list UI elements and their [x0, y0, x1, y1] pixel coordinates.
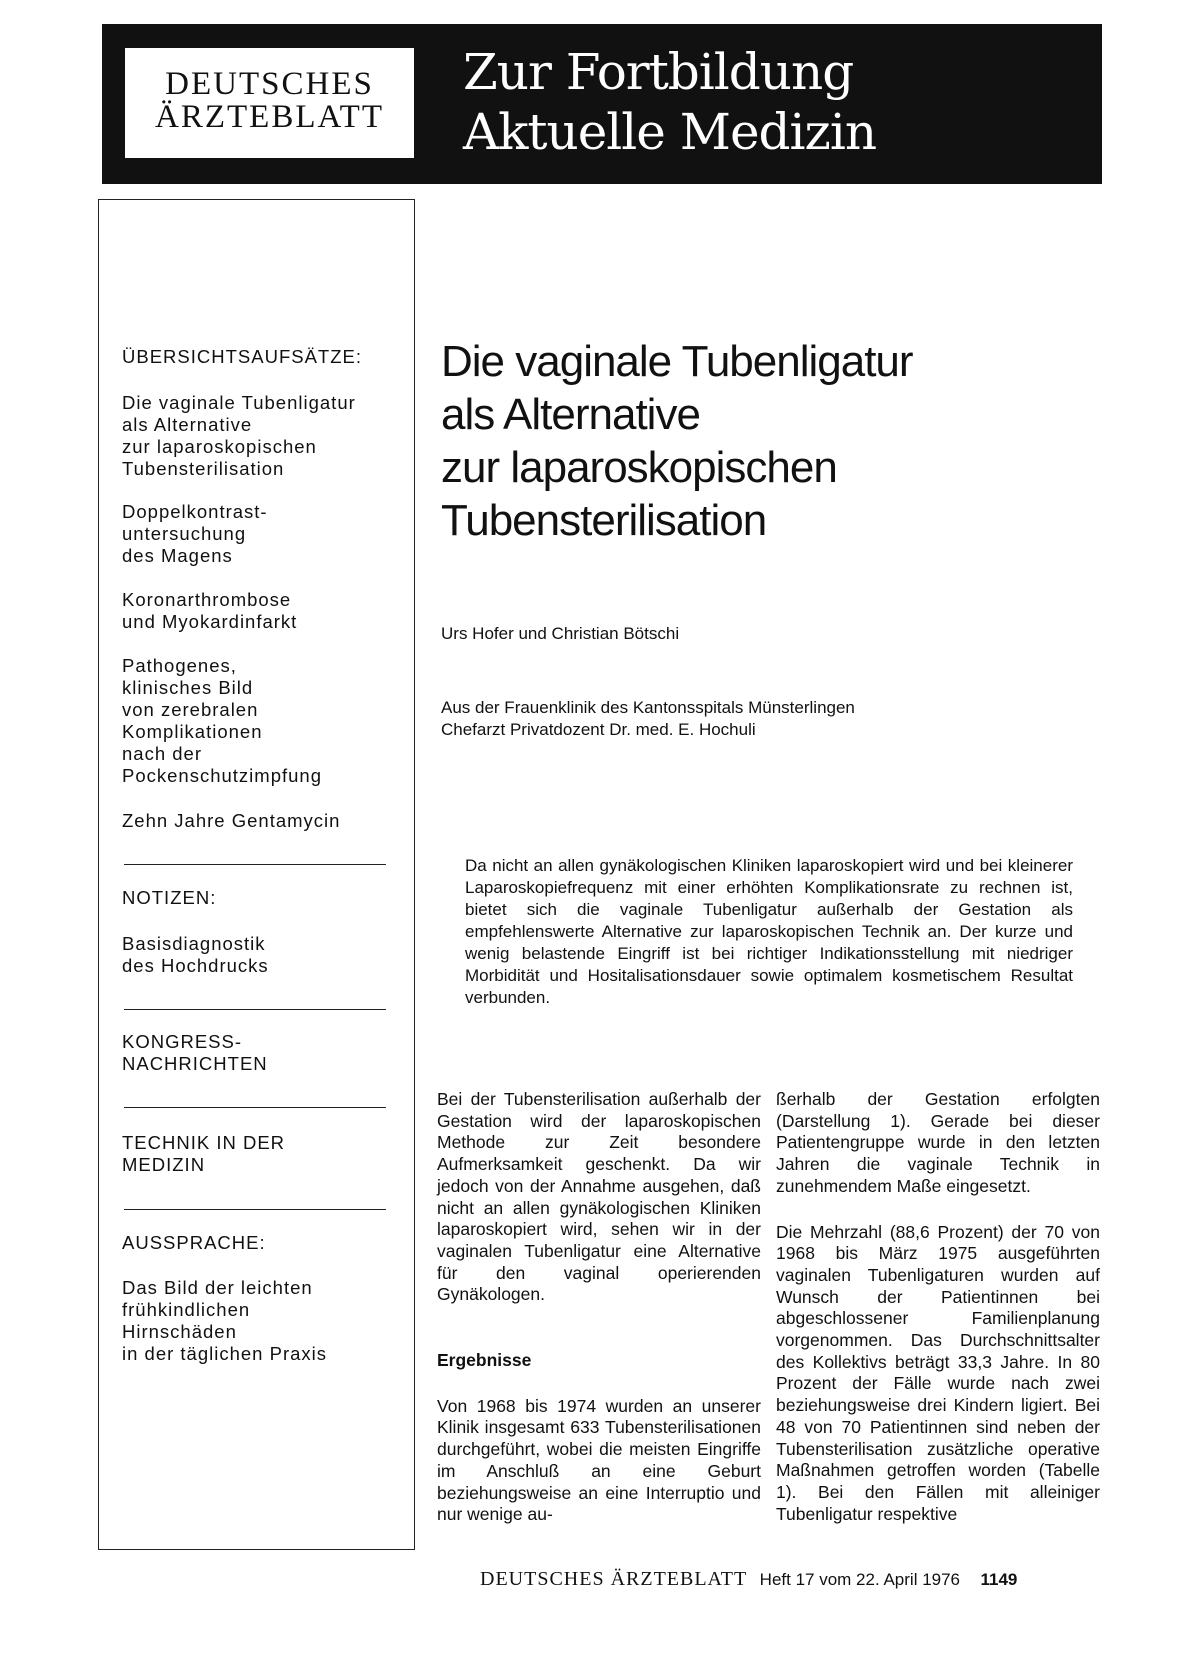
- article-authors: Urs Hofer und Christian Bötschi: [441, 624, 680, 643]
- sidebar-item: Koronarthrombose und Myokardinfarkt: [122, 589, 298, 632]
- sidebar-technik: TECHNIK IN DER MEDIZIN: [122, 1132, 286, 1175]
- body-paragraph: Bei der Tubensterilisation außerhalb der Gestation wird der laparoskopischen Methode zur Zeit besondere Aufmerksamkeit geschenkt. Da wir jedoch von der Annahme ausgehen, daß nicht an allen gynäkologischen Kliniken laparoskopiert wird, sehen wir in der vaginalen Tubenligatur eine Alternative für den vaginal operierenden Gynäkologen.: [437, 1089, 761, 1305]
- page-footer: [480, 1568, 1017, 1591]
- journal-logo: [125, 48, 414, 158]
- section-title-line-2: Aktuelle Medizin: [463, 103, 877, 161]
- sidebar-congress: KONGRESS- NACHRICHTEN: [122, 1031, 268, 1074]
- section-heading: Ergebnisse: [437, 1350, 532, 1371]
- sidebar-item: Basisdiagnostik des Hochdrucks: [122, 933, 269, 976]
- article-abstract: Da nicht an allen gynäkologischen Kliniken laparoskopiert wird und bei kleinerer Laparoskopiefrequenz mit einer erhöhten Komplikationsrate zu rechnen ist, bietet sich die vaginale Tubenligatur außerhalb der Gestation als empfehlenswerte Alternative zur laparoskopischen Technik an. Der kurze und wenig belastende Eingriff ist bei richtiger Indikationsstellung mit niedriger Morbidität und Hositalisationsdauer sowie optimalem kosmetischem Resultat verbunden.: [465, 856, 1073, 1007]
- sidebar-aussprache-heading: AUSSPRACHE:: [122, 1232, 266, 1253]
- section-title: [463, 42, 876, 162]
- body-column-1: [437, 1089, 761, 1526]
- footer-masthead: DEUTSCHES ÄRZTEBLATT: [480, 1568, 748, 1590]
- sidebar-divider: [124, 1107, 386, 1108]
- sidebar-item: Das Bild der leichten frühkindlichen Hirnschäden in der täglichen Praxis: [122, 1277, 328, 1364]
- sidebar-notes-heading: NOTIZEN:: [122, 887, 217, 908]
- sidebar-item: Zehn Jahre Gentamycin: [122, 810, 341, 831]
- logo-line-1: DEUTSCHES: [165, 66, 374, 102]
- body-column-2: [776, 1089, 1100, 1525]
- footer-issue: Heft 17 vom 22. April 1976: [759, 1570, 961, 1589]
- page-number: 1149: [980, 1570, 1018, 1589]
- body-paragraph: ßerhalb der Gestation erfolgten (Darstellung 1). Gerade bei dieser Patientengruppe wurde in den letzten Jahren die vaginale Technik in zunehmendem Maße eingesetzt.: [776, 1089, 1100, 1196]
- body-paragraph: Die Mehrzahl (88,6 Prozent) der 70 von 1968 bis März 1975 ausgeführten vaginalen Tubenligaturen wurden auf Wunsch der Patientinnen bei abgeschlossener Familienplanung vorgenommen. Das Durchschnittsalter des Kollektivs beträgt 33,3 Jahre. In 80 Prozent der Fälle wurde nach zwei beziehungsweise drei Kindern ligiert. Bei 48 von 70 Patientinnen sind neben der Tubensterilisation zusätzliche operative Maßnahmen getroffen worden (Tabelle 1). Bei den Fällen mit alleiniger Tubenligatur respektive: [776, 1221, 1100, 1524]
- sidebar-divider: [124, 1009, 386, 1010]
- logo-line-2: ÄRZTEBLATT: [155, 99, 384, 135]
- article-title: Die vaginale Tubenligatur als Alternative zur laparoskopischen Tubensterilisation: [441, 337, 913, 545]
- affiliation-line-2: Chefarzt Privatdozent Dr. med. E. Hochuli: [441, 720, 756, 739]
- sidebar-divider: [124, 1209, 386, 1210]
- sidebar-overview-heading: ÜBERSICHTSAUFSÄTZE:: [122, 346, 362, 367]
- sidebar-item: Die vaginale Tubenligatur als Alternative zur laparoskopischen Tubensterilisation: [122, 392, 356, 479]
- sidebar-divider: [124, 864, 386, 865]
- sidebar-item: Pathogenes, klinisches Bild von zerebralen Komplikationen nach der Pockenschutzimpfung: [122, 655, 322, 786]
- body-paragraph: Von 1968 bis 1974 wurden an unserer Klinik insgesamt 633 Tubensterilisationen durchgeführt, wobei die meisten Eingriffe im Anschluß an eine Geburt beziehungsweise an eine Interruptio und nur wenige au-: [437, 1395, 761, 1525]
- sidebar-item: Doppelkontrast- untersuchung des Magens: [122, 501, 268, 566]
- section-title-line-1: Zur Fortbildung: [463, 43, 854, 101]
- affiliation-line-1: Aus der Frauenklinik des Kantonsspitals Münsterlingen: [441, 698, 855, 717]
- article-affiliation: [441, 697, 855, 741]
